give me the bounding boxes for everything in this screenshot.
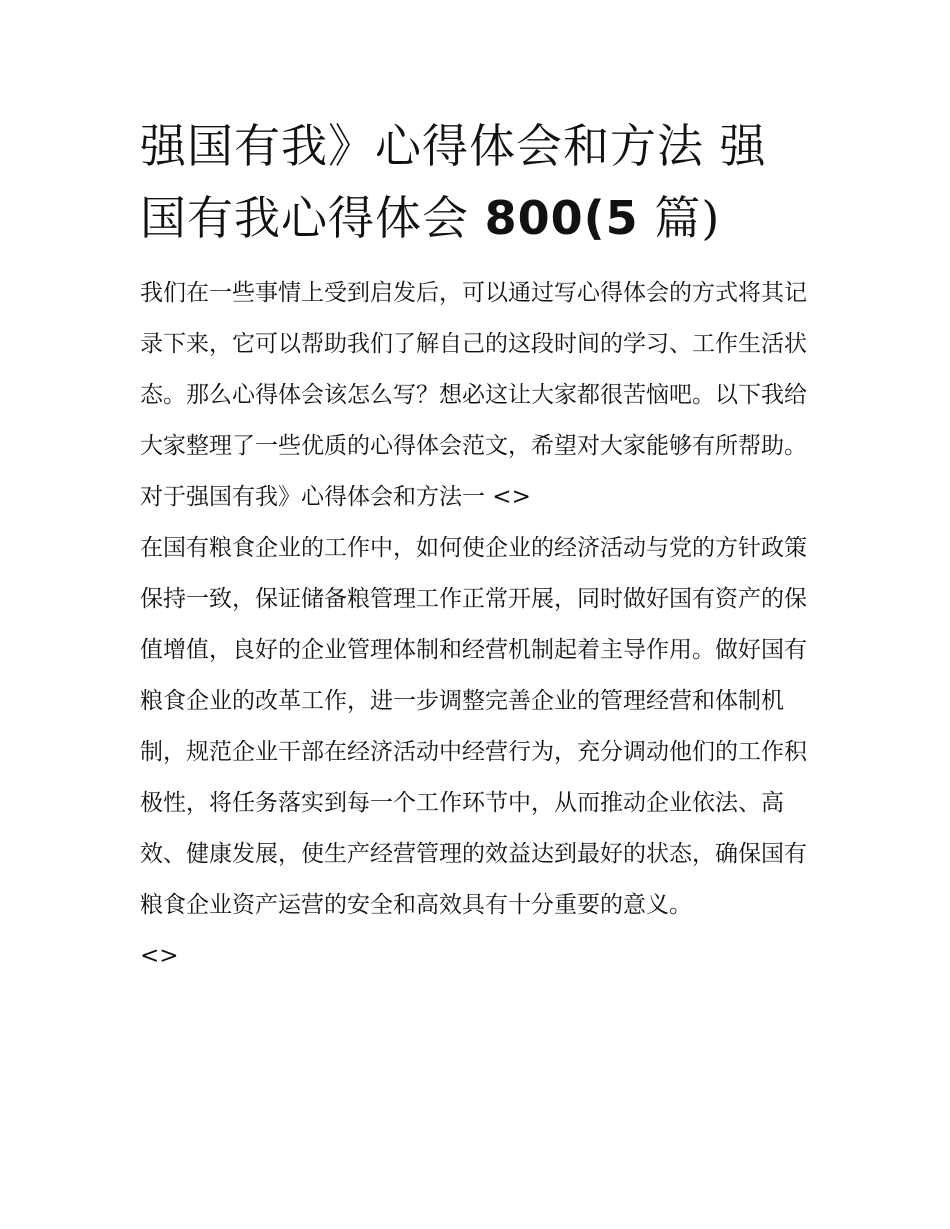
intro-paragraph: 我们在一些事情上受到启发后，可以通过写心得体会的方式将其记录下来，它可以帮助我们了解自己的这段时间的学习、工作生活状态。那么心得体会该怎么写？想必这让大家都很苦恼吧。以下我给大家整理了一些优质的心得体会范文，希望对大家能够有所帮助。 — [140, 280, 807, 459]
title-text: 强国有我》心得体会和方法 强国有我心得体会 — [140, 119, 767, 245]
document-title — [140, 110, 812, 254]
title-number: 800(5 — [484, 191, 639, 245]
section-heading: 对于强国有我》心得体会和方法一 <> — [140, 484, 531, 510]
title-suffix: 篇) — [654, 191, 721, 245]
section-body: 在国有粮食企业的工作中，如何使企业的经济活动与党的方针政策保持一致，保证储备粮管理工作正常开展，同时做好国有资产的保值增值，良好的企业管理体制和经营机制起着主导作用。做好国有粮食企业的改革工作，进一步调整完善企业的管理经营和体制机制，规范企业干部在经济活动中经营行为，充分调动他们的工作积极性，将任务落实到每一个工作环节中，从而推动企业依法、高效、健康发展，使生产经营管理的效益达到最好的状态，确保国有粮食企业资产运营的安全和高效具有十分重要的意义。 — [140, 535, 807, 918]
document-page — [140, 110, 812, 982]
end-marker: <> — [140, 943, 179, 969]
